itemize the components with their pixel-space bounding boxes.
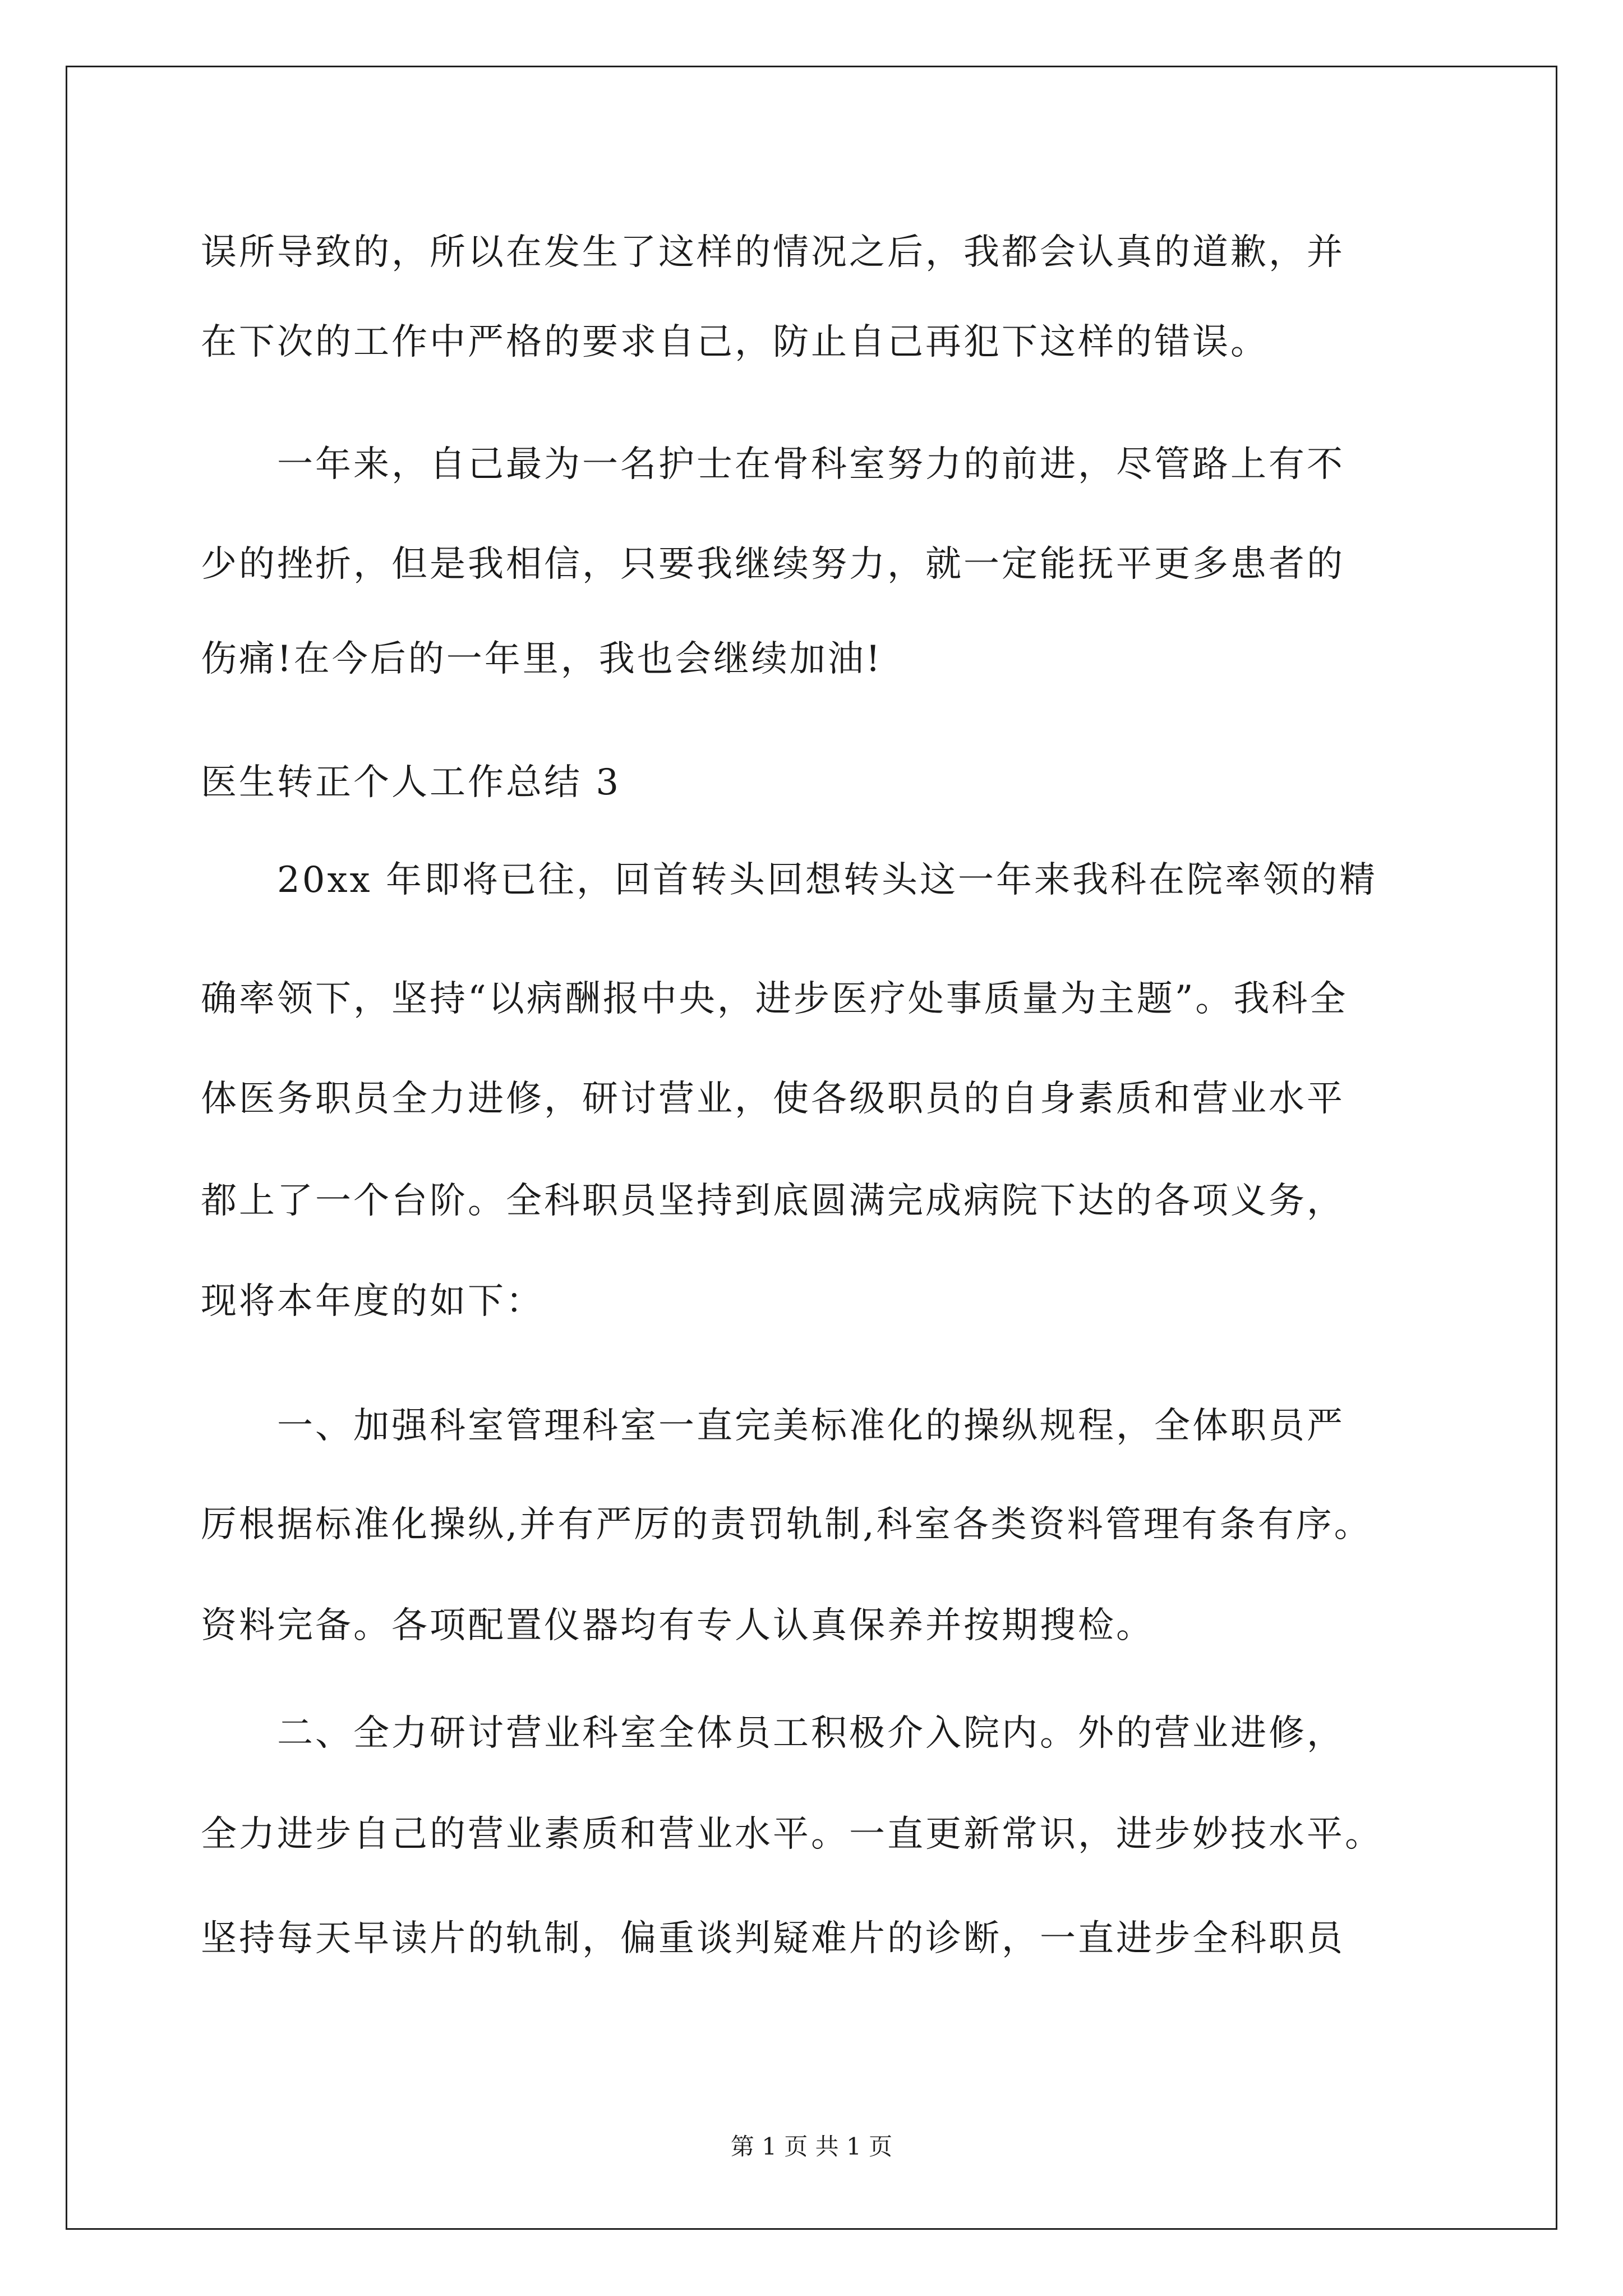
text-line-14: 资料完备。各项配置仪器均有专人认真保养并按期搜检。 bbox=[201, 1605, 1154, 1646]
text-line-4: 少的挫折，但是我相信，只要我继续努力，就一定能抚平更多患者的 bbox=[201, 544, 1345, 585]
text-line-3: 一年来，自己最为一名护士在骨科室努力的前进，尽管路上有不 bbox=[277, 444, 1345, 485]
text-line-11: 现将本年度的如下： bbox=[201, 1281, 544, 1322]
page-border bbox=[66, 66, 1557, 2230]
section-heading: 医生转正个人工作总结 3 bbox=[201, 762, 621, 803]
text-line-5: 伤痛!在今后的一年里，我也会继续加油! bbox=[201, 638, 883, 680]
text-line-13: 厉根据标准化操纵,并有严厉的责罚轨制,科室各类资料管理有条有序。 bbox=[201, 1504, 1372, 1545]
text-line-9: 体医务职员全力进修，研讨营业，使各级职员的自身素质和营业水平 bbox=[201, 1078, 1345, 1120]
text-line-15: 二、全力研讨营业科室全体员工积极介入院内。外的营业进修， bbox=[277, 1713, 1345, 1754]
text-line-2: 在下次的工作中严格的要求自己，防止自己再犯下这样的错误。 bbox=[201, 321, 1269, 363]
text-line-10: 都上了一个台阶。全科职员坚持到底圆满完成病院下达的各项义务， bbox=[201, 1180, 1345, 1222]
text-line-1: 误所导致的，所以在发生了这样的情况之后，我都会认真的道歉，并 bbox=[201, 232, 1345, 273]
text-line-16: 全力进步自己的营业素质和营业水平。一直更新常识，进步妙技水平。 bbox=[201, 1814, 1383, 1855]
text-line-7: 20xx 年即将已往，回首转头回想转头这一年来我科在院率领的精 bbox=[277, 859, 1377, 901]
text-line-17: 坚持每天早读片的轨制，偏重谈判疑难片的诊断，一直进步全科职员 bbox=[201, 1918, 1345, 1959]
text-line-8: 确率领下，坚持“以病酬报中央，进步医疗处事质量为主题”。我科全 bbox=[201, 978, 1348, 1020]
page-footer: 第 1 页 共 1 页 bbox=[730, 2133, 893, 2160]
text-line-12: 一、加强科室管理科室一直完美标准化的操纵规程，全体职员严 bbox=[277, 1405, 1345, 1447]
